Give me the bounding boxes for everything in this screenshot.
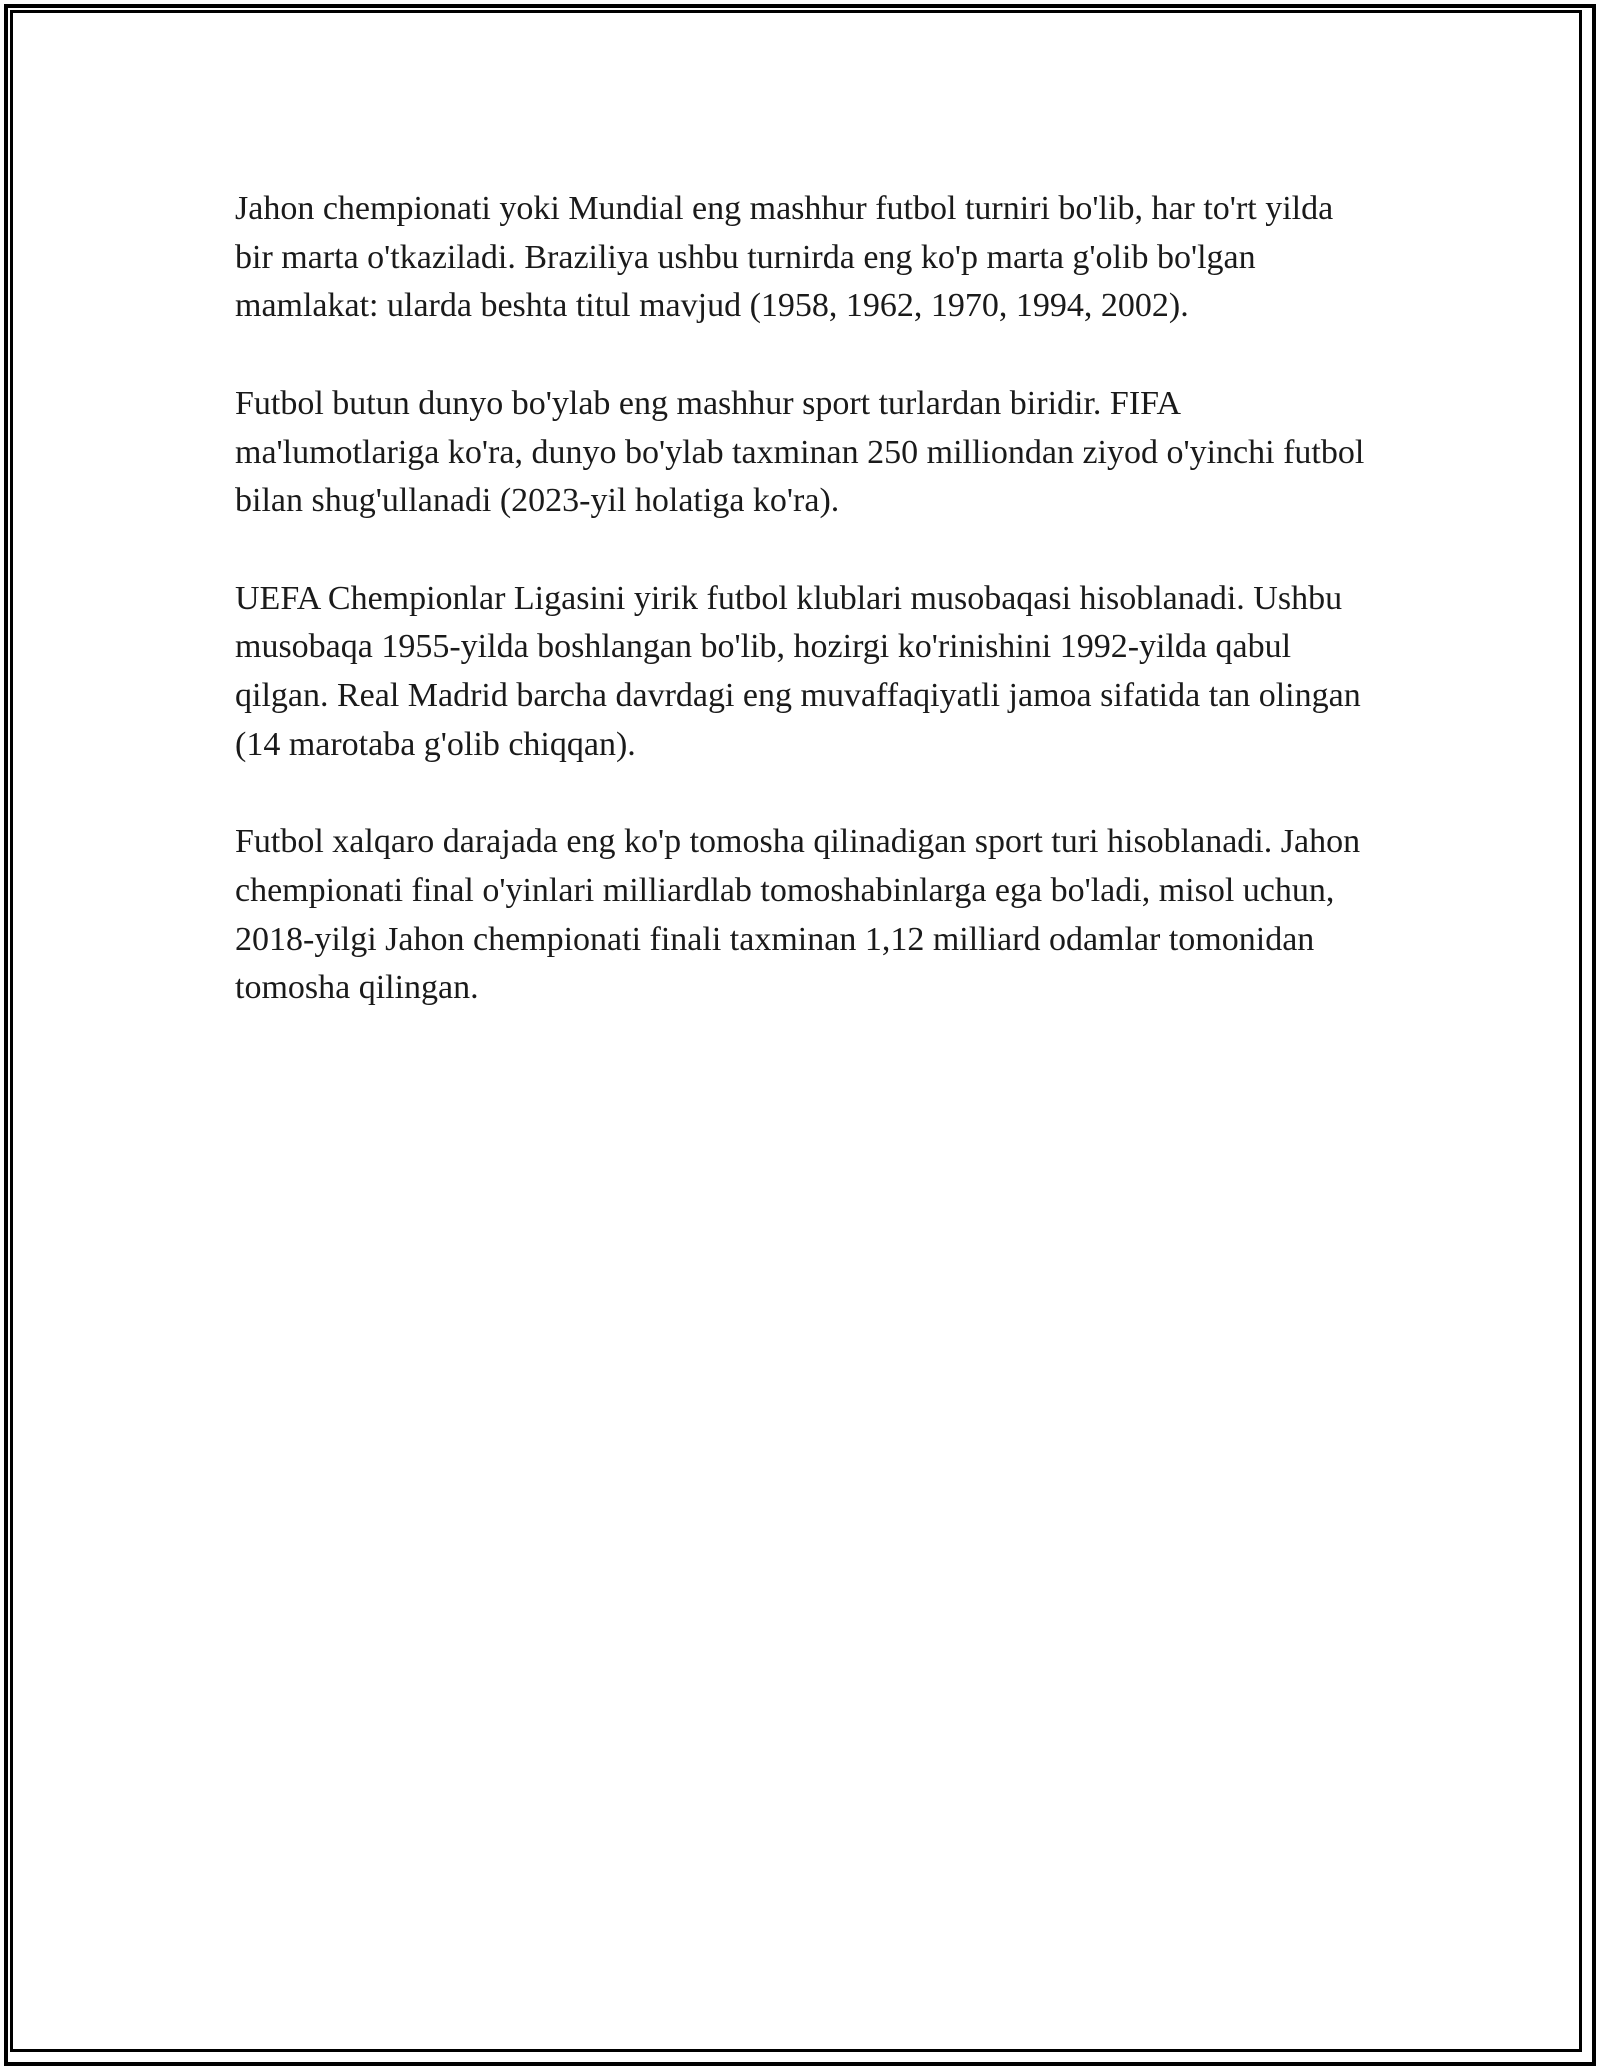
- document-body: [235, 185, 1370, 1062]
- paragraph-champions-league: UEFA Chempionlar Ligasini yirik futbol klublari musobaqasi hisoblanadi. Ushbu musobaqa 1955-yilda boshlangan bo'lib, hozirgi ko'rinishini 1992-yilda qabul qilgan. Real Madrid barcha davrdagi eng muvaffaqiyatli jamoa sifatida tan olingan (14 marotaba g'olib chiqqan).: [235, 579, 1361, 763]
- paragraph-football-popularity: Futbol butun dunyo bo'ylab eng mashhur sport turlardan biridir. FIFA ma'lumotlariga ko'ra, dunyo bo'ylab taxminan 250 milliondan ziyod o'yinchi futbol bilan shug'ullanadi (2023-yil holatiga ko'ra).: [235, 384, 1365, 520]
- paragraph-viewership: Futbol xalqaro darajada eng ko'p tomosha qilinadigan sport turi hisoblanadi. Jahon chempionati final o'yinlari milliardlab tomoshabinlarga ega bo'ladi, misol uchun, 2018-yilgi Jahon chempionati finali taxminan 1,12 milliard odamlar tomonidan tomosha qilingan.: [235, 823, 1361, 1007]
- paragraph-world-cup: Jahon chempionati yoki Mundial eng mashhur futbol turniri bo'lib, har to'rt yilda bir marta o'tkaziladi. Braziliya ushbu turnirda eng ko'p marta g'olib bo'lgan mamlakat: ularda beshta titul mavjud (1958, 1962, 1970, 1994, 2002).: [235, 190, 1334, 325]
